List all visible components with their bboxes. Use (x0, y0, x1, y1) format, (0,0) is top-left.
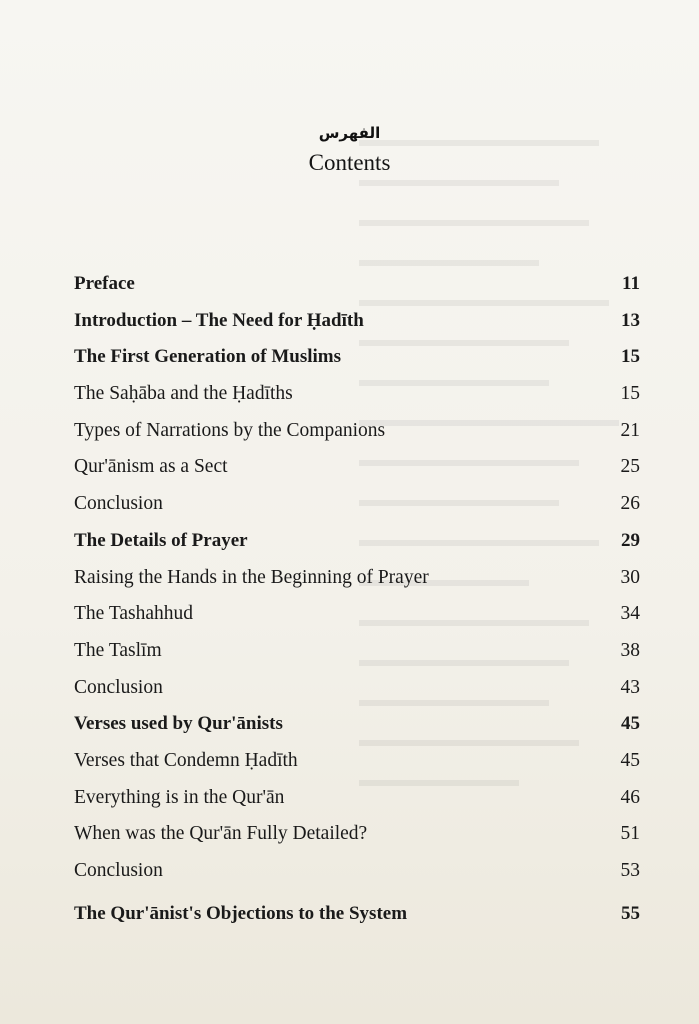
toc-entry-page-number: 25 (620, 456, 640, 478)
toc-entry-page-number: 13 (621, 309, 640, 331)
toc-entry-page-number: 38 (620, 639, 640, 661)
toc-entry[interactable] (74, 706, 640, 743)
toc-entry-page-number: 45 (621, 713, 640, 735)
toc-entry-page-number: 55 (621, 902, 640, 924)
toc-entry[interactable] (74, 780, 640, 817)
toc-entry-label: Verses used by Qur'ānists (74, 713, 283, 735)
toc-entry[interactable] (74, 486, 640, 523)
toc-entry-label: Preface (74, 273, 135, 294)
toc-entry[interactable] (74, 560, 640, 597)
toc-entry[interactable] (74, 413, 640, 450)
toc-entry-label: Everything is in the Qur'ān (74, 786, 285, 808)
arabic-heading: الفهرس (318, 124, 381, 142)
toc-entry-label: Raising the Hands in the Beginning of Prayer (74, 566, 429, 588)
toc-entry[interactable] (74, 743, 640, 780)
toc-entry-label: Qur'ānism as a Sect (74, 456, 228, 478)
toc-entry-label: Introduction – The Need for Ḥadīth (74, 309, 364, 331)
toc-entry[interactable] (74, 596, 640, 633)
toc-entry-page-number: 53 (620, 860, 640, 881)
toc-entry-page-number: 34 (620, 603, 640, 625)
toc-entry-page-number: 51 (620, 823, 640, 845)
toc-entry[interactable] (74, 633, 640, 670)
toc-entry-page-number: 30 (620, 566, 640, 588)
toc-entry[interactable] (74, 816, 640, 853)
toc-entry-label: The Tashahhud (74, 603, 194, 625)
toc-entry-label: When was the Qur'ān Fully Detailed? (74, 823, 368, 845)
toc-entry-label: The Saḥāba and the Ḥadīths (74, 383, 293, 405)
toc-entry-label: Types of Narrations by the Companions (74, 419, 386, 441)
toc-entry-page-number: 15 (620, 383, 640, 405)
toc-entry-page-number: 45 (620, 749, 640, 771)
toc-entry-page-number: 15 (621, 346, 640, 368)
table-of-contents (74, 266, 640, 932)
toc-entry[interactable] (74, 896, 640, 933)
toc-entry-label: Conclusion (74, 493, 163, 515)
toc-entry-label: The Taslīm (74, 639, 162, 661)
toc-entry-label: Verses that Condemn Ḥadīth (74, 749, 298, 771)
toc-entry[interactable] (74, 853, 640, 890)
page-title: Contents (308, 150, 391, 175)
toc-entry-page-number: 21 (620, 419, 640, 441)
toc-entry-label: The Details of Prayer (74, 529, 248, 551)
toc-entry-page-number: 11 (622, 273, 640, 294)
toc-entry[interactable] (74, 339, 640, 376)
toc-entry[interactable] (74, 670, 640, 707)
toc-entry[interactable] (74, 449, 640, 486)
toc-entry[interactable] (74, 266, 640, 303)
toc-entry[interactable] (74, 523, 640, 560)
toc-entry-label: Conclusion (74, 676, 163, 698)
toc-entry-label: The Qur'ānist's Objections to the System (74, 902, 408, 924)
toc-entry[interactable] (74, 376, 640, 413)
toc-entry[interactable] (74, 303, 640, 340)
toc-entry-label: Conclusion (74, 860, 163, 881)
toc-entry-page-number: 26 (620, 493, 640, 515)
toc-entry-page-number: 43 (620, 676, 640, 698)
toc-entry-page-number: 46 (620, 786, 640, 808)
toc-entry-page-number: 29 (621, 529, 640, 551)
toc-entry-label: The First Generation of Muslims (74, 346, 342, 368)
